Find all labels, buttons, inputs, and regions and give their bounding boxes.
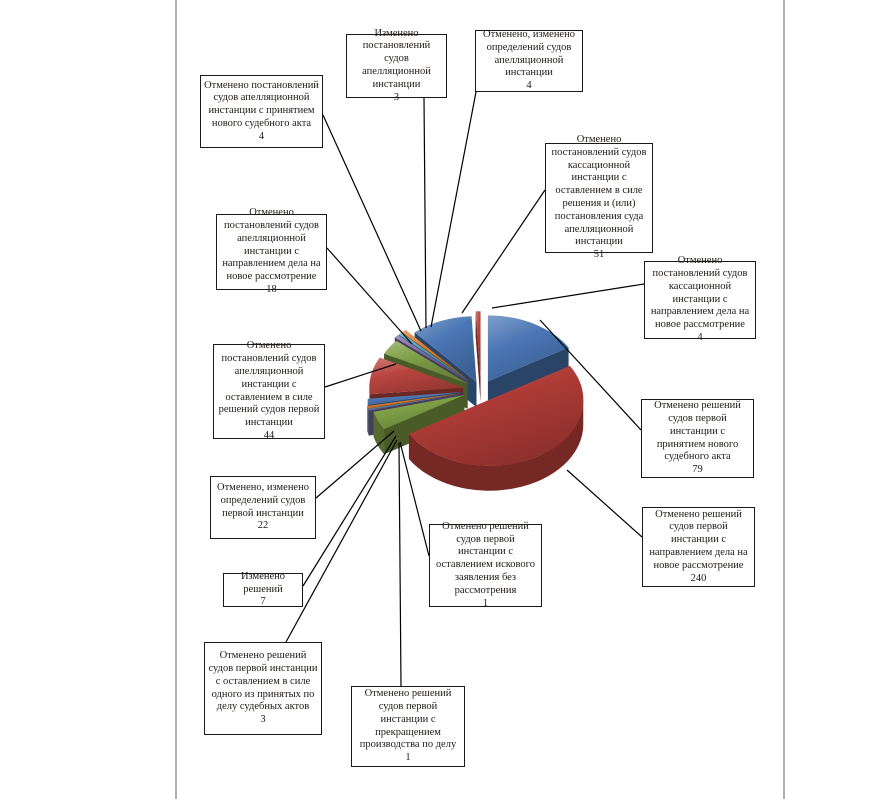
leader-line (316, 431, 394, 498)
leader-line (424, 98, 426, 328)
callout-label: Отменено постановлений судов апелляционной инстанции с направлением дела на новое рассмотрение (222, 207, 321, 283)
callout-value: 3 (393, 91, 400, 103)
callout-box (545, 134, 653, 261)
callout-value: 4 (258, 130, 265, 142)
callout-box (346, 27, 447, 103)
callout-box (210, 476, 316, 539)
callout-label: Отменено решений судов первой инстанции с принятием нового судебного акта (654, 400, 741, 463)
callout-box (351, 686, 465, 767)
callout-box (644, 255, 756, 343)
callout-box (641, 399, 754, 478)
leader-line (286, 440, 397, 642)
callout-label: Отменено постановлений судов кассационной инстанции с направлением дела на новое рассмотрение (650, 255, 750, 331)
callout-value: 44 (263, 429, 275, 441)
callout-value: 1 (482, 597, 489, 609)
leader-line (567, 470, 642, 537)
callout-label: Изменено постановлений судов апелляционной инстанции (362, 27, 431, 90)
callout-value: 51 (593, 249, 605, 261)
pie-slice-rim (367, 406, 368, 434)
leader-line (399, 443, 401, 686)
callout-box (216, 207, 327, 295)
callout-box (429, 520, 542, 609)
callout-value: 79 (692, 464, 703, 476)
callout-label: Отменено решений судов первой инстанции с оставлением искового заявления без рассмотрения (436, 520, 535, 596)
callout-value: 4 (526, 80, 532, 92)
callout-box (642, 507, 755, 587)
callout-label: Отменено, изменено определений судов первой инстанции (217, 481, 309, 519)
leader-line (462, 190, 545, 313)
callout-label: Отменено решений судов первой инстанции с направлением дела на новое рассмотрение (649, 508, 748, 571)
callout-value: 22 (257, 520, 269, 532)
callout-label: Отменено решений судов первой инстанции с оставлением в силе одного из принятых по делу судебных актов (208, 650, 318, 713)
callout-box (213, 340, 325, 441)
leader-line (431, 92, 476, 327)
callout-label: Отменено постановлений судов апелляционной инстанции с принятием нового судебного акта (204, 79, 319, 129)
callout-label: Отменено постановлений судов апелляционной инстанции с оставлением в силе решений судов первой инстанции (218, 340, 320, 429)
callout-label: Отменено, изменено определений судов апелляционной инстанции (483, 29, 575, 79)
callout-value: 3 (260, 714, 266, 726)
callout-value: 18 (266, 284, 277, 295)
leader-line (303, 436, 396, 586)
callout-label: Изменено решений (240, 570, 286, 595)
callout-label: Отменено постановлений судов кассационной инстанции с оставлением в силе решения и (или) постановления суда апелляционной инстанции (551, 134, 647, 248)
callout-value: 4 (697, 332, 703, 343)
leader-line (492, 284, 644, 308)
callout-value: 240 (690, 572, 707, 584)
callout-box (204, 642, 322, 735)
leader-line (327, 248, 412, 344)
callout-box (223, 570, 303, 608)
callout-value: 1 (405, 752, 411, 764)
callout-box (200, 75, 323, 148)
callout-value: 7 (260, 596, 266, 608)
callout-label: Отменено решений судов первой инстанции с прекращением производства по делу (359, 688, 457, 751)
callout-box (475, 30, 583, 92)
